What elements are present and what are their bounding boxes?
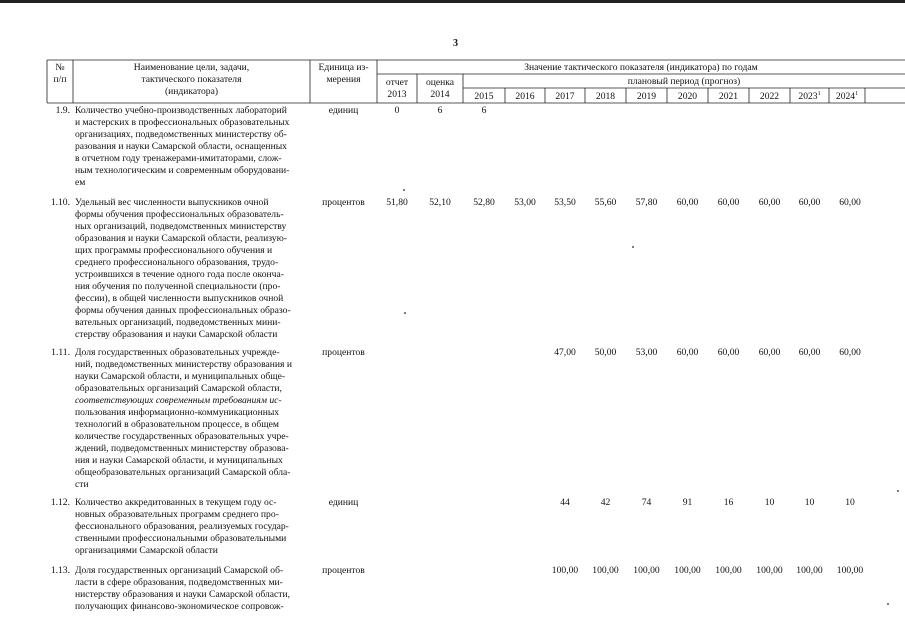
cell-value: 100,00 bbox=[592, 565, 619, 576]
header-report-year: 2013 bbox=[387, 89, 407, 100]
header-year: 2020 bbox=[677, 91, 698, 102]
scan-speck bbox=[403, 189, 405, 191]
cell-value: 51,80 bbox=[386, 197, 408, 208]
header-name-3: (индикатора) bbox=[164, 86, 219, 97]
row-description: Доля государственных образовательных учрежде- ний, подведомственных министерству образования и науки Самарской области, и муниципальных обще- образовательных организаций Самарской области, соответствующих современным требованиям ис- пользования информационно-коммуникационных технологий в образовательном процессе, в общем количестве государственных образовательных учре- ждений, подведомственных министерству образова- ния и науки Самарской области, и муниципальных общеобразовательных организаций Самарской обла- сти bbox=[75, 347, 292, 490]
cell-value: 52,80 bbox=[473, 197, 495, 208]
header-year: 2015 bbox=[474, 91, 494, 102]
row-description: Доля государственных организаций Самарской об- ласти в сфере образования, подведомственных ми- нистерству образования и науки Самарской области, получающих финансово-экономическое сопровож- bbox=[75, 565, 291, 612]
header-name-1: Наименование цели, задачи, bbox=[133, 62, 250, 73]
row-unit: процентов bbox=[322, 347, 365, 358]
cell-value: 74 bbox=[641, 497, 652, 508]
cell-value: 100,00 bbox=[633, 565, 660, 576]
top-border bbox=[0, 0, 905, 3]
cell-value: 91 bbox=[682, 497, 693, 508]
cell-value: 60,00 bbox=[676, 347, 699, 358]
cell-value: 50,00 bbox=[594, 347, 617, 358]
cell-value: 100,00 bbox=[674, 565, 701, 576]
cell-value: 10 bbox=[804, 497, 815, 508]
cell-value: 60,00 bbox=[839, 197, 861, 208]
cell-value: 60,00 bbox=[839, 347, 861, 358]
header-year: 2016 bbox=[515, 91, 535, 102]
cell-value: 60,00 bbox=[717, 347, 740, 358]
cell-value: 44 bbox=[560, 497, 570, 508]
row-description: Количество аккредитованных в текущем году ос- новных образовательных программ среднего про- фессионального образования, реализуемых государ- ственными профессиональными образовательными организациями Самарской области bbox=[75, 497, 289, 556]
scan-speck bbox=[897, 490, 899, 492]
cell-value: 100,00 bbox=[796, 565, 823, 576]
cell-value: 100,00 bbox=[756, 565, 783, 576]
cell-value: 60,00 bbox=[758, 347, 781, 358]
header-year: 2017 bbox=[555, 91, 575, 102]
header-year: 2021 bbox=[718, 91, 739, 102]
cell-value: 0 bbox=[394, 105, 400, 116]
cell-value: 42 bbox=[600, 497, 611, 508]
header-year: 2024$^1$ bbox=[835, 90, 859, 102]
row-number: 1.9. bbox=[55, 105, 70, 116]
header-plan-title: плановый период (прогноз) bbox=[627, 76, 741, 87]
cell-value: 55,60 bbox=[594, 197, 617, 208]
cell-value: 60,00 bbox=[758, 197, 781, 208]
row-unit: единиц bbox=[328, 497, 359, 508]
row-unit: процентов bbox=[322, 565, 365, 576]
header-num: № bbox=[55, 62, 65, 73]
header-num-2: п/п bbox=[53, 74, 67, 85]
cell-value: 100,00 bbox=[715, 565, 742, 576]
row-number: 1.11. bbox=[51, 347, 70, 358]
row-unit: единиц bbox=[328, 105, 359, 116]
cell-value: 60,00 bbox=[676, 197, 699, 208]
cell-value: 100,00 bbox=[551, 565, 579, 576]
cell-value: 53,00 bbox=[635, 347, 658, 358]
header-unit-1: Единица из- bbox=[318, 62, 369, 73]
row-description: Количество учебно-производственных лабораторий и мастерских в профессиональных образовательных организациях, подведомственных министерству об- разования и науки Самарской области, оснащенных в отчетном году тренажерами-имитаторами, слож- ным технологическим и современным оборудовани- ем bbox=[75, 105, 290, 188]
cell-value: 100,00 bbox=[836, 565, 864, 576]
row-number: 1.13. bbox=[50, 565, 70, 576]
cell-value: 60,00 bbox=[717, 197, 740, 208]
cell-value: 6 bbox=[437, 105, 443, 116]
header-year: 2018 bbox=[595, 91, 616, 102]
cell-value: 60,00 bbox=[798, 347, 821, 358]
header-year: 2022 bbox=[759, 91, 780, 102]
header-year: 2019 bbox=[636, 91, 657, 102]
cell-value: 53,00 bbox=[514, 197, 536, 208]
scan-speck bbox=[404, 312, 406, 314]
header-estimate: оценка bbox=[425, 77, 455, 88]
row-description: Удельный вес численности выпускников очной формы обучения профессиональных образователь- ных организаций, подведомственных министерству образования и науки Самарской области, реализую- щих программы профессионального обучения и среднего профессионального образования, трудо- устроившихся в течение одного года после оконча- ния обучения по полученной специальности (про- фессии), в общей численности выпускников очной формы обучения данных профессиональных образо- вательных организаций, подведомственных мини- стерству образования и науки Самарской области bbox=[75, 197, 291, 340]
header-estimate-year: 2014 bbox=[430, 89, 450, 100]
row-unit: процентов bbox=[322, 197, 365, 208]
cell-value: 10 bbox=[764, 497, 775, 508]
header-unit-2: мерения bbox=[326, 74, 361, 85]
cell-value: 53,50 bbox=[554, 197, 576, 208]
row-number: 1.10. bbox=[50, 197, 70, 208]
header-name-2: тактического показателя bbox=[141, 74, 242, 85]
row-number: 1.12. bbox=[50, 497, 70, 508]
cell-value: 52,10 bbox=[429, 197, 451, 208]
cell-value: 47,00 bbox=[554, 347, 576, 358]
cell-value: 10 bbox=[845, 497, 855, 508]
header-year: 2023$^1$ bbox=[798, 90, 821, 102]
header-report: отчет bbox=[385, 77, 409, 88]
scan-speck bbox=[887, 603, 889, 605]
cell-value: 16 bbox=[723, 497, 734, 508]
cell-value: 57,80 bbox=[635, 197, 658, 208]
cell-value: 6 bbox=[481, 105, 487, 116]
cell-value: 60,00 bbox=[798, 197, 821, 208]
scan-speck bbox=[632, 246, 634, 248]
page-number: 3 bbox=[453, 38, 458, 49]
header-values-title: Значение тактического показателя (индикатора) по годам bbox=[524, 62, 758, 73]
